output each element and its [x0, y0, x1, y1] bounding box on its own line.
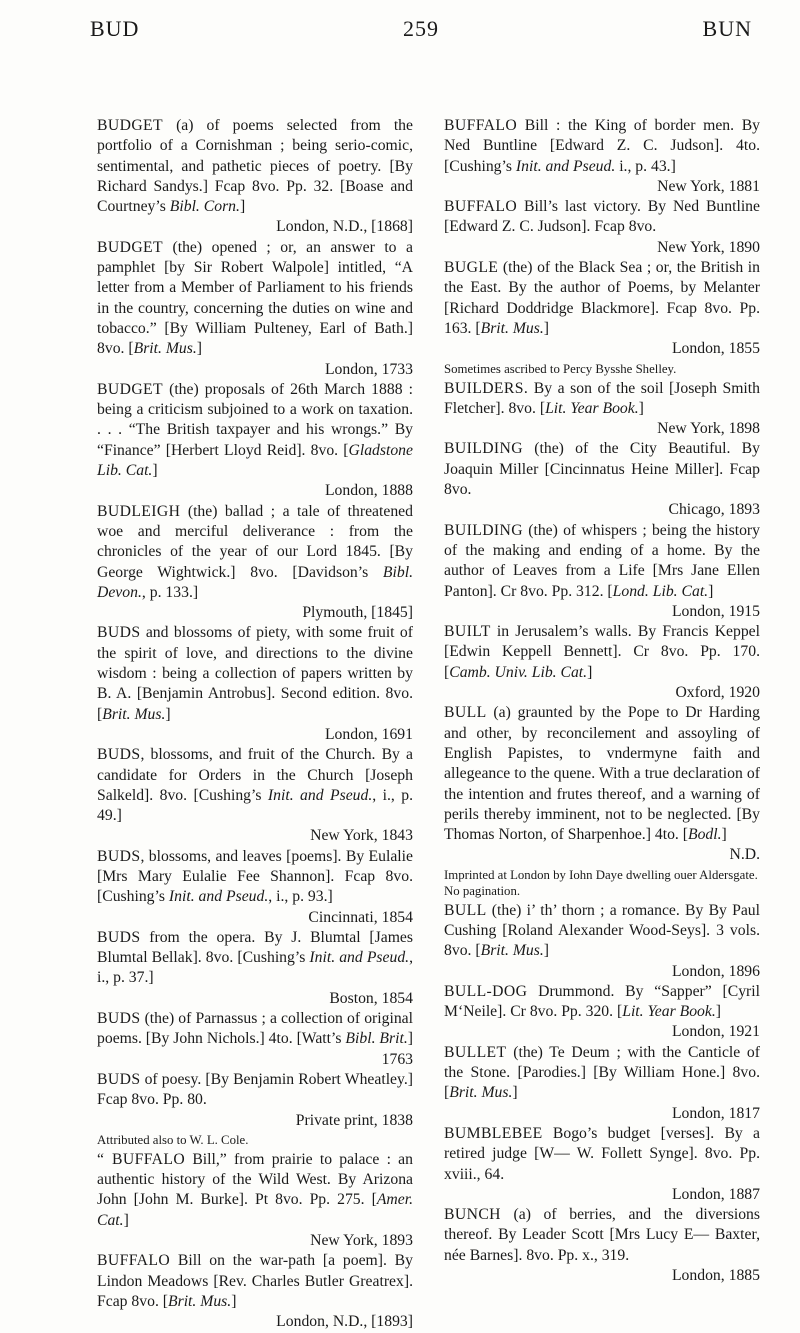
bibliography-entry	[444, 901, 760, 982]
entry-imprint: London, N.D., [1893]	[276, 1313, 413, 1331]
entry-imprint: London, 1817	[671, 1104, 760, 1122]
entry-headword: BUILDING	[444, 440, 524, 458]
entry-imprint: London, 1855	[671, 340, 760, 358]
entry-imprint: London, N.D., [1868]	[276, 218, 413, 236]
entry-headword: BUDGET	[97, 238, 164, 256]
entry-catalogue: Brit. Mus.	[168, 1292, 232, 1310]
entry-reference: ]	[165, 705, 171, 723]
entry-catalogue: Brit. Mus.	[480, 942, 544, 960]
entry-imprint: London, 1691	[324, 725, 413, 743]
entry-imprint: London, 1885	[671, 1267, 760, 1285]
header-left-guideword: BUD	[90, 16, 140, 41]
entry-reference: ]	[638, 399, 644, 417]
entry-headword: BUDS	[97, 928, 141, 946]
entry-headword: BULLET	[444, 1043, 507, 1061]
entry-text: (the) of whispers ; being the history of the making and ending of a home. By the author of Leaves from a Life [Mrs Jane Ellen Panton]. Cr 8vo. Pp. 312. [	[444, 521, 760, 600]
entry-catalogue: Brit. Mus.	[102, 705, 166, 723]
bibliography-entry	[97, 238, 413, 380]
bibliography-entry	[97, 502, 413, 624]
entry-headword: BUILT	[444, 623, 491, 641]
entry-catalogue: Lond. Lib. Cat.	[612, 582, 709, 600]
entry-headword: “ BUFFALO	[97, 1150, 186, 1168]
entry-imprint: New York, 1881	[657, 177, 760, 195]
bibliography-entry	[444, 379, 760, 440]
entry-headword: BUDS	[97, 624, 141, 642]
entry-imprint: New York, 1893	[310, 1232, 413, 1250]
entry-headword: BUFFALO	[444, 198, 518, 216]
entry-text: Drummond. By “Sapper” [Cyril M‘Neile]. Cr 8vo. Pp. 320. [	[444, 982, 760, 1021]
entry-text: from the opera. By J. Blumtal [James Blumtal Bellak]. 8vo. [Cushing’s	[97, 928, 413, 967]
entry-headword: BULL	[444, 901, 487, 919]
entry-text: , blossoms, and fruit of the Church. By a candidate for Orders in the Church [Joseph Salkeld]. 8vo. [Cushing’s	[97, 746, 413, 804]
bibliography-entry	[97, 116, 413, 238]
entry-headword: BUDS	[97, 1010, 141, 1028]
entry-headword: BUDGET	[97, 117, 164, 134]
bibliography-entry	[97, 1009, 413, 1070]
entry-reference: , i., p. 93.]	[268, 888, 333, 906]
entry-note: Imprinted at London by Iohn Daye dwelling ouer Aldersgate. No pagination.	[444, 867, 758, 898]
entry-reference: i., p. 43.]	[615, 157, 676, 175]
entry-text: , blossoms, and leaves [poems]. By Eulalie [Mrs Mary Eulalie Fee Shannon]. Fcap 8vo. [Cushing’s	[97, 847, 413, 906]
bibliography-entry	[97, 928, 413, 1009]
entry-catalogue: Lit. Year Book.	[545, 399, 639, 417]
entry-text: (the) of the City Beautiful. By Joaquin Miller [Cincinnatus Heine Miller]. Fcap 8vo.	[444, 440, 760, 499]
entry-catalogue: Init. and Pseud.	[168, 888, 269, 906]
entry-imprint: London, 1915	[671, 602, 760, 620]
entry-imprint: New York, 1843	[310, 827, 413, 845]
bibliography-entry	[444, 439, 760, 520]
entry-catalogue: Bodl.	[687, 826, 722, 844]
entry-reference: , i., p. 37.]	[97, 949, 414, 987]
entry-headword: BUILDERS.	[444, 379, 529, 397]
entry-catalogue: Bibl. Corn.	[169, 198, 240, 216]
entry-reference: ]	[715, 1003, 722, 1021]
entry-catalogue: Bibl. Devon.	[97, 563, 413, 601]
entry-note: Attributed also to W. L. Cole.	[97, 1132, 249, 1147]
entry-text: (the) proposals of 26th March 1888 : being a criticism subjoined to a work on taxation. . . . “The British taxpayer and his wrongs.” By “Finance” [Herbert Lloyd Reid]. 8vo. [	[97, 380, 413, 459]
entry-imprint: London, 1888	[324, 482, 413, 500]
entry-imprint: Plymouth, [1845]	[302, 604, 413, 622]
entry-catalogue: Brit. Mus.	[480, 319, 544, 337]
bibliography-entry	[97, 745, 413, 846]
entry-reference: , p. 133.]	[141, 583, 199, 601]
bibliography-entry	[444, 521, 760, 622]
bibliography-entry	[444, 258, 760, 376]
entry-text: Bill on the war-path [a poem]. By Lindon Meadows [Rev. Charles Butler Greatrex]. Fcap 8vo. [	[97, 1252, 413, 1310]
running-header	[90, 16, 752, 46]
entry-catalogue: Brit. Mus.	[133, 340, 197, 358]
entry-catalogue: Init. and Pseud.	[515, 157, 616, 175]
entry-catalogue: Init. and Pseud.	[267, 786, 373, 804]
bibliography-entry	[444, 1205, 760, 1286]
entry-headword: BUILDING	[444, 521, 524, 539]
entry-reference: ]	[152, 462, 158, 480]
entry-headword: BUDS	[97, 1070, 141, 1088]
bibliography-entry	[97, 623, 413, 745]
bibliography-entry	[444, 197, 760, 258]
entry-headword: BUGLE	[444, 259, 499, 277]
entry-reference: ]	[123, 1211, 129, 1229]
entry-imprint: 1763	[381, 1050, 413, 1068]
entry-reference: ]	[231, 1292, 237, 1310]
entry-catalogue: Amer. Cat.	[97, 1191, 413, 1229]
left-column	[97, 116, 413, 1333]
entry-text: Bill’s last victory. By Ned Buntline [Edward Z. C. Judson]. Fcap 8vo.	[444, 198, 760, 236]
entry-reference: ]	[708, 582, 714, 600]
entry-imprint: New York, 1890	[657, 238, 760, 256]
entry-reference: ]	[407, 1030, 413, 1048]
entry-headword: BUFFALO	[97, 1252, 171, 1270]
entry-headword: BUDS	[97, 847, 141, 865]
entry-text: (the) Te Deum ; with the Canticle of the Stone. [Parodies.] [By William Hone.] 8vo. [	[444, 1043, 760, 1102]
right-column	[444, 116, 760, 1286]
bibliography-entry	[97, 847, 413, 928]
entry-imprint: Private print, 1838	[295, 1111, 413, 1129]
header-right-guideword: BUN	[702, 16, 752, 41]
entry-text: (a) of berries, and the diversions thereof. By Leader Scott [Mrs Lucy E— Baxter, née Barnes]. 8vo. Pp. x., 319.	[444, 1206, 760, 1264]
entry-text: Bill : the King of border men. By Ned Buntline [Edward Z. C. Judson]. 4to. [Cushing’s	[444, 117, 760, 175]
entry-imprint: N.D.	[729, 846, 760, 864]
entry-reference: ]	[543, 942, 550, 960]
entry-imprint: London, 1733	[324, 360, 413, 378]
page-number: 259	[403, 16, 439, 41]
entry-reference: , i., p. 49.]	[97, 786, 413, 825]
entry-imprint: Chicago, 1893	[668, 501, 760, 519]
entry-text: of poesy. [By Benjamin Robert Wheatley.] Fcap 8vo. Pp. 80.	[97, 1070, 413, 1109]
entry-text: (the) opened ; or, an answer to a pamphlet [by Sir Robert Walpole] intitled, “A letter from a Member of Parliament to his friends in the country, concerning the duties on wine and tobacco.” [By William Pulteney, Earl of Bath.] 8vo. [	[97, 238, 413, 358]
entry-reference: ]	[543, 319, 550, 337]
bibliography-entry	[97, 380, 413, 502]
entry-imprint: Cincinnati, 1854	[308, 908, 413, 926]
entry-catalogue: Lit. Year Book.	[622, 1003, 716, 1021]
entry-text: By a son of the soil [Joseph Smith Fletcher]. 8vo. [	[444, 379, 760, 417]
entry-reference: ]	[587, 663, 593, 681]
entry-text: (the) i’ th’ thorn ; a romance. By By Paul Cushing [Roland Alexander Wood-Seys]. 3 vols. 8vo. [	[444, 901, 760, 960]
entry-text: in Jerusalem’s walls. By Francis Keppel [Edwin Keppell Bennett]. Cr 8vo. Pp. 170. [	[444, 623, 760, 681]
entry-imprint: London, 1896	[671, 962, 760, 980]
entry-note: Sometimes ascribed to Percy Bysshe Shelley.	[444, 361, 677, 376]
entry-imprint: London, 1921	[671, 1023, 760, 1041]
entry-reference: ]	[721, 826, 727, 844]
entry-text: (a) graunted by the Pope to Dr Harding and other, by reconcilement and assoyling of English Papistes, to vndermyne faith and allegeance to the quene. With a true declaration of the intention and frutes thereof, and a warning of perils thereby imminent, not to be neglected. [By Thomas Norton, of Sharpenhoe.] 4to. [	[444, 704, 760, 844]
bibliography-entry	[444, 622, 760, 703]
entry-headword: BUDLEIGH	[97, 502, 181, 520]
bibliography-entry	[444, 1043, 760, 1124]
bibliography-entry	[444, 982, 760, 1043]
bibliography-entry	[444, 116, 760, 197]
entry-headword: BUNCH	[444, 1206, 501, 1224]
entry-imprint: Boston, 1854	[329, 989, 413, 1007]
entry-imprint: London, 1887	[671, 1185, 760, 1203]
entry-imprint: Oxford, 1920	[675, 684, 760, 702]
entry-headword: BULL-DOG	[444, 982, 528, 1000]
bibliography-entry	[444, 703, 760, 898]
bibliography-entry	[97, 1070, 413, 1148]
entry-catalogue: Gladstone Lib. Cat.	[97, 441, 413, 480]
entry-text: (the) of Parnassus ; a collection of original poems. [By John Nichols.] 4to. [Watt’s	[97, 1010, 413, 1048]
entry-headword: BULL	[444, 704, 487, 722]
entry-text: and blossoms of piety, with some fruit of the spirit of love, and directions to the divine wisdom : being a collection of papers written by B. A. [Benjamin Antrobus]. Second edition. 8vo. [	[97, 624, 413, 723]
entry-catalogue: Brit. Mus.	[449, 1084, 513, 1102]
entry-catalogue: Init. and Pseud.	[309, 949, 410, 967]
entry-text: (a) of poems selected from the portfolio of a Cornishman ; being serio-comic, sentimental, and pathetic pieces of poetry. [By Richard Sandys.] Fcap 8vo. Pp. 32. [Boase and Courtney’s	[97, 117, 413, 216]
entry-reference: ]	[239, 198, 246, 216]
bibliography-entry	[444, 1124, 760, 1205]
entry-text: (the) of the Black Sea ; or, the British in the East. By the author of Poems, by Melanter [Richard Doddridge Blackmore]. Fcap 8vo. Pp. 163. [	[444, 259, 760, 337]
entry-reference: ]	[512, 1084, 518, 1102]
entry-headword: BUMBLEBEE	[444, 1124, 543, 1142]
entry-text: (the) ballad ; a tale of threatened woe and merciful deliverance : from the chronicles of the year of our Lord 1845. [By George Wightwick.] 8vo. [Davidson’s	[97, 502, 413, 581]
bibliography-entry	[97, 1150, 413, 1251]
entry-headword: BUFFALO	[444, 117, 518, 134]
entry-imprint: New York, 1898	[657, 420, 760, 438]
entry-headword: BUDGET	[97, 380, 164, 398]
entry-headword: BUDS	[97, 746, 141, 764]
entry-catalogue: Camb. Univ. Lib. Cat.	[449, 663, 588, 681]
entry-text: Bogo’s budget [verses]. By a retired judge [W— W. Follett Synge]. 8vo. Pp. xviii., 64.	[444, 1124, 760, 1183]
entry-text: Bill,” from prairie to palace : an authentic history of the Wild West. By Arizona John [John M. Burke]. Pt 8vo. Pp. 275. [	[97, 1150, 413, 1209]
entry-reference: ]	[196, 340, 203, 358]
bibliography-entry	[97, 1251, 413, 1332]
entry-catalogue: Bibl. Brit.	[345, 1030, 408, 1048]
